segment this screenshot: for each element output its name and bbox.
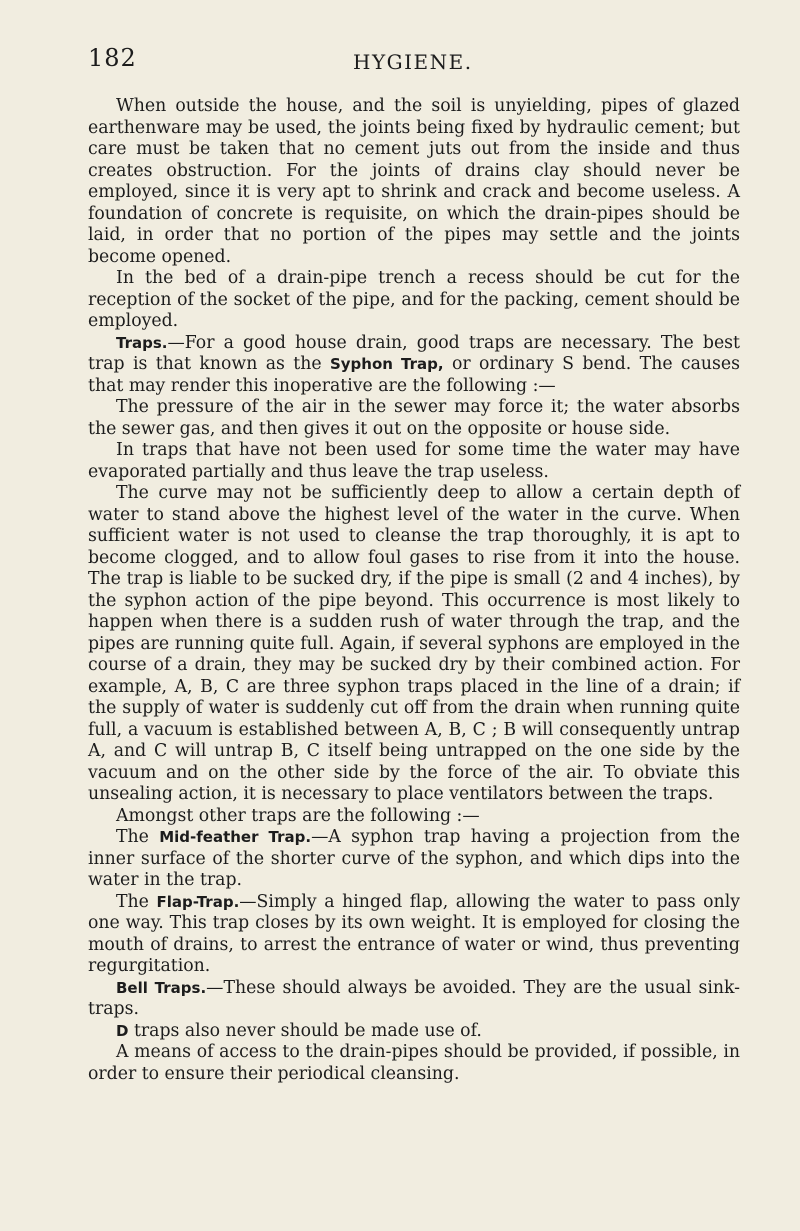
paragraph-bell-traps — [88, 978, 740, 1021]
paragraph-curve-depth — [88, 483, 740, 806]
section-heading-traps: Traps. — [116, 333, 168, 352]
paragraph-access — [88, 1042, 740, 1085]
term-syphon-trap: Syphon Trap, — [329, 355, 444, 373]
paragraph-evaporation — [88, 440, 740, 483]
paragraph-outside-house — [88, 96, 740, 268]
page-header — [88, 44, 738, 80]
paragraph-traps — [88, 333, 740, 398]
paragraph-text: A means of access to the drain-pipes should be provided, if possible, in order to ensure their periodical cleansing. — [88, 1042, 740, 1084]
section-heading-mid-feather: Mid-feather Trap. — [159, 828, 312, 846]
body-text — [88, 96, 740, 1085]
paragraph-text: In the bed of a drain-pipe trench a recess should be cut for the reception of the socket of the pipe, and for the packing, cement should be employed. — [88, 268, 740, 331]
paragraph-text: The pressure of the air in the sewer may force it; the water absorbs the sewer gas, and then gives it out on the opposite or house side. — [88, 397, 740, 439]
section-heading-flap-trap: Flap-Trap. — [156, 892, 240, 911]
paragraph-text: Amongst other traps are the following :— — [116, 805, 480, 826]
page-number: 182 — [88, 44, 137, 72]
paragraph-other-traps — [88, 806, 740, 828]
paragraph-text: When outside the house, and the soil is unyielding, pipes of glazed earthenware may be used, the joints being fixed by hydraulic cement; but care must be taken that no cement juts out from the inside and thus creates obstruction. For the joints of drains clay should never be employed, since it is very apt to shrink and crack and become useless. A foundation of concrete is requisite, on which the drain-pipes should be laid, in order that no portion of the pipes may settle and the joints become opened. — [88, 96, 740, 267]
paragraph-text-after: or ordinary S bend. The causes that may render this inoperative are the following :— — [88, 354, 741, 396]
paragraph-air-pressure — [88, 397, 740, 440]
paragraph-mid-feather-trap — [88, 827, 740, 892]
running-title: HYGIENE. — [353, 50, 473, 74]
section-heading-bell-traps: Bell Traps. — [116, 978, 207, 997]
paragraph-text-before: The — [116, 827, 160, 847]
paragraph-text-before: The — [116, 891, 157, 912]
paragraph-text: traps also never should be made use of. — [128, 1020, 482, 1041]
paragraph-trench-recess — [88, 268, 740, 333]
paragraph-text: —Simply a hinged flap, allowing the water to pass only one way. This trap closes by its own weight. It is employed for closing the mouth of drains, to arrest the entrance of water or wind, thus preventing regurgitation. — [88, 891, 740, 976]
paragraph-d-traps — [88, 1021, 740, 1043]
paragraph-text: In traps that have not been used for some time the water may have evaporated partially and thus leave the trap useless. — [88, 440, 740, 482]
section-heading-d-traps: D — [116, 1021, 129, 1040]
paragraph-text: —A syphon trap having a projection from the inner surface of the shorter curve of the syphon, and which dips into the water in the trap. — [88, 827, 740, 890]
paragraph-text: The curve may not be sufficiently deep to allow a certain depth of water to stand above the highest level of the water in the curve. When sufficient water is not used to cleanse the trap thoroughly, it is apt to become clogged, and to allow foul gases to rise from it into the house. The trap is liable to be sucked dry, if the pipe is small (2 and 4 inches), by the syphon action of the pipe beyond. This occurrence is most likely to happen when there is a sudden rush of water through the trap, and the pipes are running quite full. Again, if several syphons are employed in the course of a drain, they may be sucked dry by their combined action. For example, A, B, C are three syphon traps placed in the line of a drain; if the supply of water is suddenly cut off from the drain when running quite full, a vacuum is established between A, B, C ; B will consequently untrap A, and C will untrap B, C itself being untrapped on the one side by the vacuum and on the other side by the force of the air. To obviate this unsealing action, it is necessary to place ventilators between the traps. — [88, 483, 740, 804]
paragraph-flap-trap — [88, 892, 740, 978]
paragraph-text: —These should always be avoided. They are the usual sink-traps. — [88, 977, 740, 1019]
paragraph-text: —For a good house drain, good traps are necessary. The best trap is that known as the — [88, 332, 740, 374]
